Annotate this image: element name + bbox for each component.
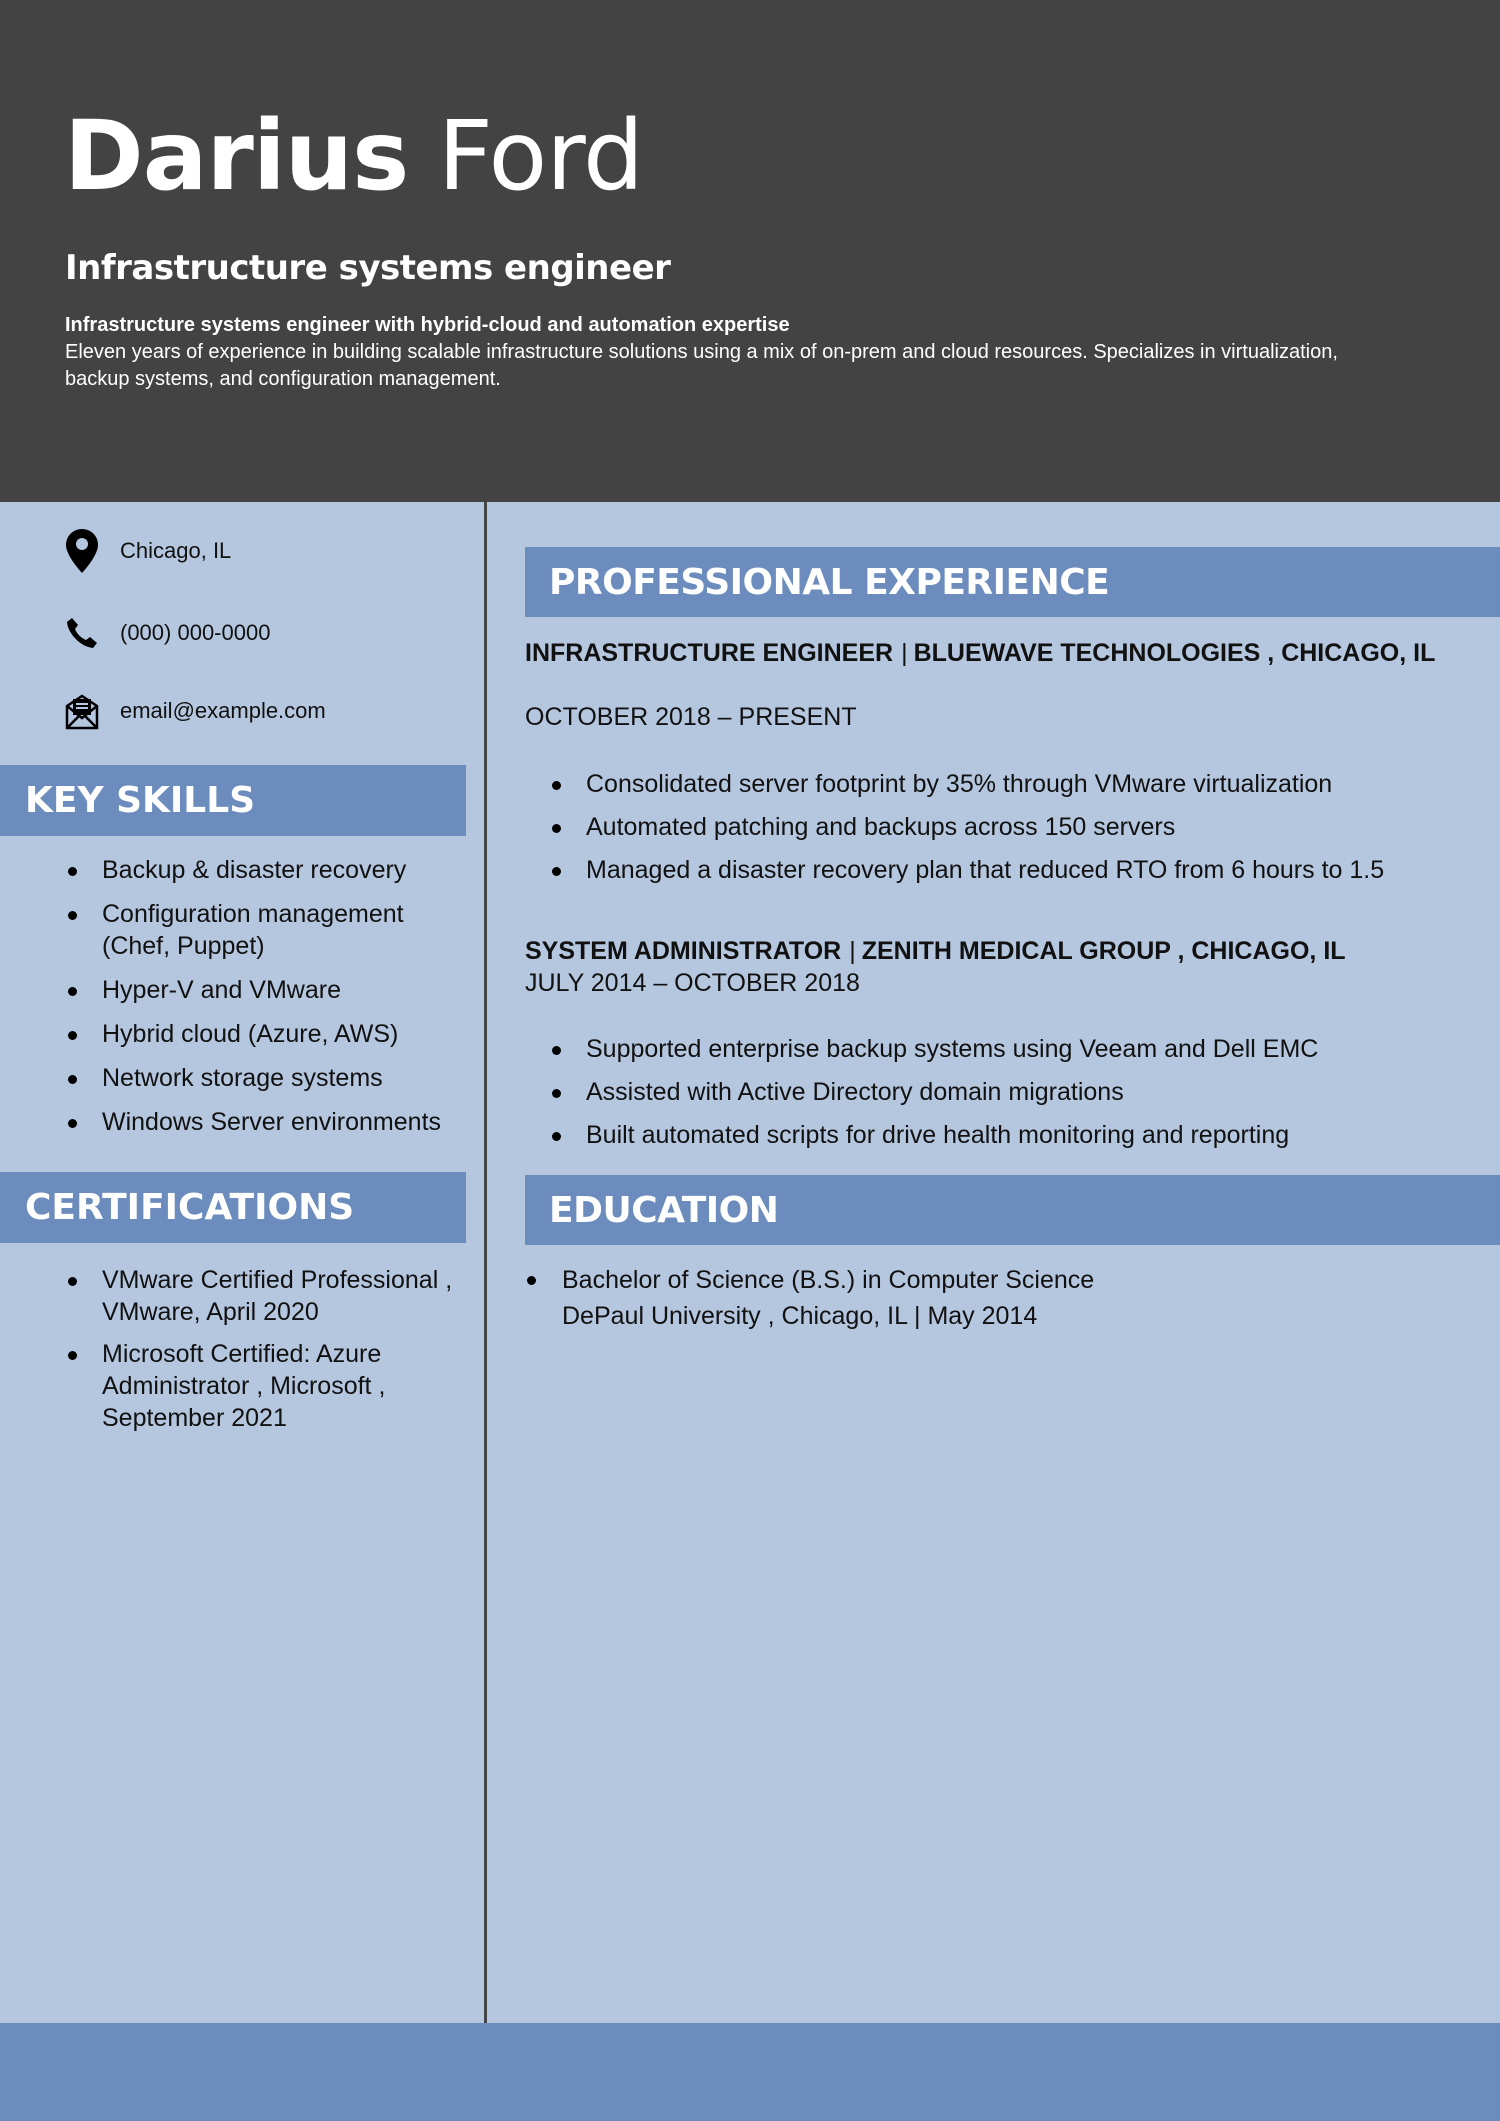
separator: | <box>901 639 908 667</box>
skills-list <box>64 854 474 1150</box>
map-pin-icon <box>64 533 100 569</box>
job-title: Infrastructure systems engineer <box>65 248 671 288</box>
list-item: Supported enterprise backup systems using Veeam and Dell EMC <box>548 1033 1468 1065</box>
job-dates: OCTOBER 2018 – PRESENT <box>525 703 857 731</box>
contact-phone <box>64 615 270 651</box>
education-heading: EDUCATION <box>525 1175 1500 1245</box>
experience-heading: PROFESSIONAL EXPERIENCE <box>525 547 1500 617</box>
job-dates: JULY 2014 – OCTOBER 2018 <box>525 969 860 997</box>
envelope-icon <box>64 693 100 729</box>
job-company: BLUEWAVE TECHNOLOGIES , CHICAGO, IL <box>913 639 1436 667</box>
job-role: SYSTEM ADMINISTRATOR <box>525 937 842 965</box>
key-skills-heading: KEY SKILLS <box>0 765 466 836</box>
first-name: Darius <box>64 100 409 212</box>
summary-body: Eleven years of experience in building scalable infrastructure solutions using a mix of on-prem and cloud resources. Specializes in virtualization, backup systems, and configuration management. <box>65 341 1338 390</box>
school-line: DePaul University , Chicago, IL | May 2014 <box>562 1302 1038 1330</box>
job-heading <box>525 637 1455 669</box>
list-item: Microsoft Certified: Azure Administrator , Microsoft , September 2021 <box>64 1338 474 1434</box>
phone-icon <box>64 615 100 651</box>
last-name: Ford <box>437 100 643 212</box>
degree: Bachelor of Science (B.S.) in Computer Science <box>525 1262 1455 1298</box>
list-item: Network storage systems <box>64 1062 474 1094</box>
summary-headline: Infrastructure systems engineer with hybrid-cloud and automation expertise <box>65 314 790 336</box>
email-text: email@example.com <box>120 698 326 723</box>
resume-header <box>0 0 1500 502</box>
job-bullets <box>548 1033 1468 1162</box>
list-item: Consolidated server footprint by 35% through VMware virtualization <box>548 768 1468 800</box>
education-entry <box>525 1262 1455 1334</box>
list-item: Hybrid cloud (Azure, AWS) <box>64 1018 474 1050</box>
contact-location <box>64 533 231 569</box>
footer-band <box>0 2023 1500 2121</box>
list-item: Managed a disaster recovery plan that reduced RTO from 6 hours to 1.5 <box>548 854 1468 886</box>
phone-text: (000) 000-0000 <box>120 620 271 645</box>
list-item: Built automated scripts for drive health monitoring and reporting <box>548 1119 1468 1151</box>
list-item: Backup & disaster recovery <box>64 854 474 886</box>
job-bullets <box>548 768 1468 897</box>
job-company: ZENITH MEDICAL GROUP , CHICAGO, IL <box>861 937 1346 965</box>
job-heading <box>525 935 1455 967</box>
list-item: Windows Server environments <box>64 1106 474 1138</box>
list-item: Assisted with Active Directory domain migrations <box>548 1076 1468 1108</box>
certifications-list <box>64 1264 474 1444</box>
list-item: Automated patching and backups across 150 servers <box>548 811 1468 843</box>
location-text: Chicago, IL <box>120 538 232 563</box>
list-item: Configuration management (Chef, Puppet) <box>64 898 474 962</box>
professional-summary <box>65 312 1375 393</box>
contact-email <box>64 693 326 729</box>
separator: | <box>849 937 856 965</box>
certifications-heading: CERTIFICATIONS <box>0 1172 466 1243</box>
list-item: VMware Certified Professional , VMware, April 2020 <box>64 1264 474 1328</box>
column-divider <box>484 502 487 2121</box>
candidate-name <box>64 100 643 212</box>
list-item: Hyper-V and VMware <box>64 974 474 1006</box>
job-role: INFRASTRUCTURE ENGINEER <box>525 639 894 667</box>
